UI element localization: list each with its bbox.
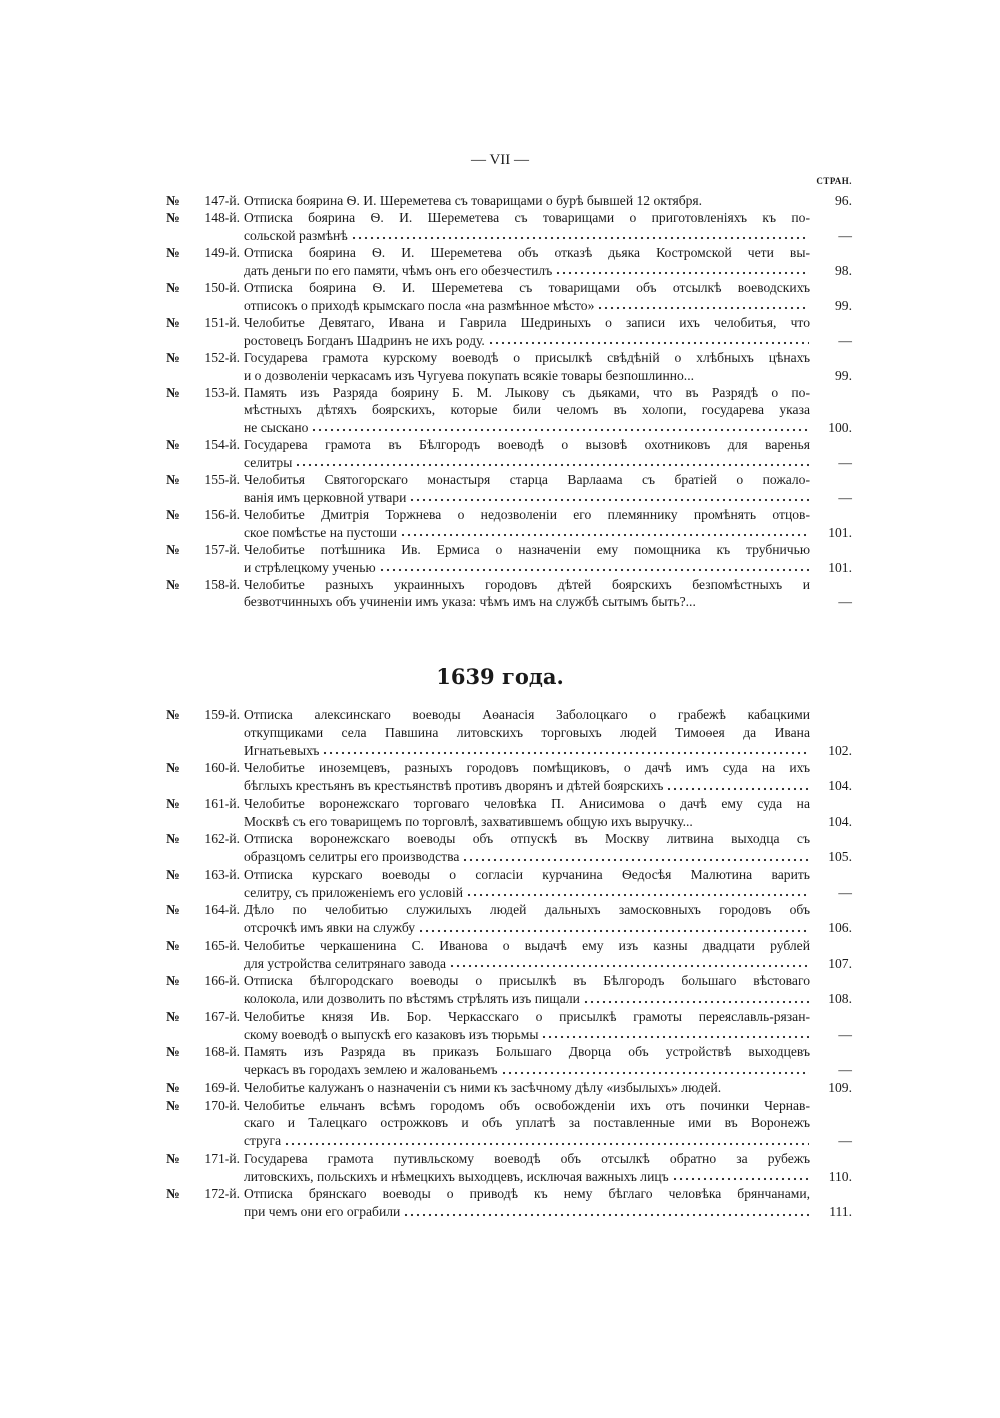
dot-leader <box>449 955 809 969</box>
entry-line: Государева грамота путивльскому воеводѣ объ отсылкѣ обратно за рубежъ <box>244 1150 810 1166</box>
entry-text: Москвѣ съ его товарищемъ по торговлѣ, захватившемъ общую ихъ выручку... <box>244 813 693 829</box>
toc-entry <box>166 901 852 937</box>
entry-line: Отписка брянскаго воеводы о приводѣ къ нему бѣглаго человѣка брянчанами, <box>244 1186 810 1202</box>
toc-entry <box>166 279 852 314</box>
entry-body <box>244 706 852 759</box>
entry-body <box>244 1185 852 1221</box>
page-reference: 104. <box>828 813 852 829</box>
number-sign: № <box>166 472 180 488</box>
entry-last-line <box>244 955 852 973</box>
entry-body <box>244 759 852 795</box>
dot-leader <box>672 1168 809 1182</box>
entry-body <box>244 937 852 973</box>
dot-leader <box>462 848 809 862</box>
entry-line: скаго и Талецкаго острожковъ и объ уплатѣ за поставленные ими въ Воронежъ <box>244 1115 810 1131</box>
dot-leader <box>311 419 809 432</box>
page-number: — VII — <box>470 152 530 168</box>
entry-body <box>244 901 852 937</box>
entry-line: Челобитье Девятаго, Ивана и Гаврила Шедриныхъ о записи ихъ челобитья, что <box>244 315 810 331</box>
entry-body <box>244 349 852 384</box>
entry-number: 148-й. <box>204 210 240 226</box>
entry-last-line <box>244 489 852 506</box>
entry-text: ванія имъ церковной утвари <box>244 489 407 505</box>
entry-number: 164-й. <box>204 902 240 918</box>
toc-entry <box>166 541 852 576</box>
entry-line: Отписка боярина Ѳ. И. Шереметева объ отказѣ дьяка Костромской чети вы- <box>244 245 810 261</box>
entry-last-line <box>244 1026 852 1044</box>
page-reference: 98. <box>835 262 852 278</box>
toc-entry <box>166 1150 852 1186</box>
page-reference: 101. <box>828 524 852 540</box>
entry-number: 150-й. <box>204 280 240 296</box>
page-reference: 102. <box>828 742 852 758</box>
entry-body <box>244 795 852 831</box>
number-sign: № <box>166 1044 180 1060</box>
entry-number: 165-й. <box>204 937 240 953</box>
entry-body <box>244 1097 852 1150</box>
entry-number: 149-й. <box>204 245 240 261</box>
dot-leader <box>403 1203 809 1217</box>
entry-text: ростовецъ Богданъ Шадринъ не ихъ роду. <box>244 332 485 348</box>
page-reference: 105. <box>828 849 852 864</box>
page-reference: 106. <box>828 920 852 935</box>
toc-entry <box>166 471 852 506</box>
entry-last-line <box>244 777 852 795</box>
dot-leader <box>322 742 809 756</box>
entry-line: Государева грамота курскому воеводѣ о присылкѣ свѣдѣній о хлѣбныхъ цѣнахъ <box>244 350 810 366</box>
entry-number: 162-й. <box>204 831 240 847</box>
entry-last-line <box>244 1132 852 1150</box>
number-sign: № <box>166 1079 180 1095</box>
number-sign: № <box>166 902 180 918</box>
page-reference: 101. <box>828 559 852 575</box>
entry-last-line <box>244 419 852 436</box>
entry-body <box>244 1150 852 1186</box>
entry-line: мѣстныхъ дѣтяхъ боярскихъ, которые били челомъ въ холопи, государева указа <box>244 402 810 418</box>
entry-last-line <box>244 1168 852 1186</box>
entry-last-line <box>244 884 852 902</box>
toc-entry <box>166 706 852 759</box>
entry-line: Челобитье ельчанъ всѣмъ городомъ объ освобожденіи ихъ отъ починки Чернав- <box>244 1097 810 1113</box>
entry-number: 152-й. <box>204 350 240 366</box>
dot-leader <box>351 227 809 240</box>
page-column-label: СТРАН. <box>816 176 852 186</box>
dot-leader <box>284 1132 809 1146</box>
entry-line: Челобитье Дмитрія Торжнева о недозволеніи его племяннику промѣнять отцов- <box>244 507 810 523</box>
number-sign: № <box>166 831 180 847</box>
entry-body <box>244 541 852 576</box>
dot-leader <box>409 489 809 502</box>
entry-last-line <box>244 593 852 610</box>
entry-line: Отписка боярина Ѳ. И. Шереметева съ товарищами о приготовленіяхъ къ по- <box>244 210 810 226</box>
contents-list-1 <box>166 192 852 611</box>
number-sign: № <box>166 507 180 523</box>
toc-entry <box>166 192 852 209</box>
dot-leader <box>541 1026 809 1040</box>
number-sign: № <box>166 315 180 331</box>
page-reference: 110. <box>828 1168 852 1184</box>
dot-leader <box>697 367 809 380</box>
number-sign: № <box>166 707 180 722</box>
entry-line: Отписка курскаго воеводы о согласіи курчанина Ѳедосѣя Малютина варить <box>244 866 810 882</box>
entry-text: не сыскано <box>244 419 309 435</box>
toc-entry <box>166 244 852 279</box>
page-reference: — <box>838 884 852 900</box>
dot-leader <box>295 454 809 467</box>
entry-text: скому воеводѣ о выпускѣ его казаковъ изъ тюрьмы <box>244 1026 539 1042</box>
entry-body <box>244 830 852 866</box>
entry-line: Челобитья Святогорскаго монастыря старца Варлаама съ братіей о пожало- <box>244 472 810 488</box>
entry-text: и стрѣлецкому ученью <box>244 559 376 575</box>
toc-entry <box>166 972 852 1008</box>
entry-body <box>244 1008 852 1044</box>
entry-text: для устройства селитрянаго завода <box>244 955 447 971</box>
entry-last-line <box>244 332 852 349</box>
entry-text: селитры <box>244 454 293 470</box>
toc-entry <box>166 1079 852 1097</box>
toc-entry <box>166 1097 852 1150</box>
page-reference: 109. <box>828 1079 852 1095</box>
page-reference: — <box>838 1026 852 1042</box>
entry-body <box>244 192 852 209</box>
entry-body <box>244 972 852 1008</box>
number-sign: № <box>166 437 180 453</box>
toc-entry <box>166 795 852 831</box>
entry-number: 166-й. <box>204 973 240 989</box>
contents-list-2 <box>166 706 852 1221</box>
dot-leader <box>501 1061 809 1075</box>
entry-last-line <box>244 367 852 384</box>
entry-body <box>244 576 852 611</box>
entry-line: Челобитье воронежскаго торговаго человѣка П. Анисимова о дачѣ ему суда на <box>244 795 810 811</box>
toc-entry <box>166 384 852 436</box>
entry-body <box>244 471 852 506</box>
entry-number: 169-й. <box>204 1079 240 1095</box>
entry-text: черкасъ въ городахъ землею и жалованьемъ <box>244 1062 498 1077</box>
entry-last-line <box>244 227 852 244</box>
page-reference: — <box>838 227 852 243</box>
entry-text: струга <box>244 1133 282 1148</box>
entry-text: безвотчинныхъ объ учиненіи имъ указа: чѣмъ имъ на службѣ сытымъ быть?... <box>244 594 696 610</box>
year-heading: 1639 года. <box>436 664 564 689</box>
entry-text: дать деньги по его памяти, чѣмъ онъ его обезчестилъ <box>244 262 553 278</box>
entry-number: 161-й. <box>204 795 240 811</box>
entry-body <box>244 314 852 349</box>
page-reference: — <box>838 489 852 505</box>
number-sign: № <box>166 245 180 261</box>
entry-text: отсрочкѣ имъ явки на службу <box>244 920 416 935</box>
toc-entry <box>166 506 852 541</box>
entry-number: 163-й. <box>204 866 240 882</box>
entry-number: 157-й. <box>204 542 240 558</box>
entry-number: 154-й. <box>204 437 240 453</box>
dot-leader <box>696 813 809 827</box>
number-sign: № <box>166 542 180 558</box>
dot-leader <box>488 332 809 345</box>
dot-leader <box>724 1079 809 1093</box>
entry-number: 156-й. <box>204 507 240 523</box>
number-sign: № <box>166 760 180 776</box>
entry-number: 159-й. <box>204 707 240 722</box>
toc-entry <box>166 937 852 973</box>
entry-last-line <box>244 848 852 866</box>
number-sign: № <box>166 973 180 989</box>
entry-line: Память изъ Разряда въ приказъ Большаго Дворца объ устройствѣ выходцевъ <box>244 1044 810 1060</box>
number-sign: № <box>166 193 180 208</box>
entry-line: Челобитье разныхъ украинныхъ городовъ дѣтей боярскихъ безпомѣстныхъ и <box>244 576 810 592</box>
entry-text: колокола, или дозволить по вѣстямъ стрѣлять изъ пищали <box>244 991 580 1006</box>
entry-number: 171-й. <box>204 1150 240 1166</box>
entry-number: 167-й. <box>204 1008 240 1024</box>
entry-body <box>244 244 852 279</box>
entry-last-line <box>244 559 852 576</box>
number-sign: № <box>166 350 180 366</box>
toc-entry <box>166 759 852 795</box>
page-reference: 100. <box>828 419 852 435</box>
entry-body <box>244 1079 852 1097</box>
entry-line: Челобитье потѣшника Ив. Ермиса о назначеніи ему помощника къ трубничью <box>244 542 810 558</box>
page-reference: — <box>838 1062 852 1077</box>
entry-last-line <box>244 454 852 471</box>
number-sign: № <box>166 384 180 400</box>
entry-body <box>244 209 852 244</box>
entry-text: Отписка боярина Ѳ. И. Шереметева съ товарищами о бурѣ бывшей 12 октября. <box>244 193 703 208</box>
page-reference: 108. <box>828 991 852 1006</box>
entry-number: 151-й. <box>204 315 240 331</box>
page-reference: 99. <box>835 367 852 383</box>
entry-text: бѣглыхъ крестьянъ въ крестьянствѣ противъ дворянъ и дѣтей боярскихъ <box>244 778 664 793</box>
entry-last-line <box>244 1203 852 1221</box>
entry-line: Государева грамота въ Бѣлгородъ воеводѣ о вызовѣ охотниковъ для варенья <box>244 437 810 453</box>
entry-body <box>244 506 852 541</box>
dot-leader <box>466 884 809 898</box>
dot-leader <box>705 192 809 205</box>
dot-leader <box>699 593 809 606</box>
toc-entry <box>166 349 852 384</box>
page-reference: — <box>838 454 852 470</box>
page-reference: 111. <box>829 1204 852 1219</box>
entry-text: селитру, съ приложеніемъ его условій <box>244 884 464 900</box>
toc-entry <box>166 830 852 866</box>
entry-last-line <box>244 813 852 831</box>
entry-text: Игнатьевыхъ <box>244 742 320 758</box>
entry-line: Отписка боярина Ѳ. И. Шереметева съ товарищами объ отсылкѣ воеводскихъ <box>244 280 810 296</box>
toc-entry <box>166 436 852 471</box>
number-sign: № <box>166 1097 180 1113</box>
number-sign: № <box>166 576 180 592</box>
entry-text: Челобитье калужанъ о назначеніи съ ними къ засѣчному дѣлу «избылыхъ» людей. <box>244 1079 722 1095</box>
entry-text: ское помѣстье на пустоши <box>244 524 397 540</box>
number-sign: № <box>166 937 180 953</box>
entry-number: 168-й. <box>204 1044 240 1060</box>
dot-leader <box>379 559 809 572</box>
entry-last-line <box>244 192 852 209</box>
number-sign: № <box>166 866 180 882</box>
page-reference: — <box>838 332 852 348</box>
entry-body <box>244 866 852 902</box>
entry-number: 147-й. <box>204 193 240 208</box>
page-reference: 107. <box>828 955 852 971</box>
entry-line: Отписка бѣлгородскаго воеводы о присылкѣ въ Бѣлгородъ большаго вѣстоваго <box>244 973 810 989</box>
dot-leader <box>597 297 809 310</box>
number-sign: № <box>166 1150 180 1166</box>
entry-text: отписокъ о приходѣ крымскаго посла «на размѣнное мѣсто» <box>244 297 595 313</box>
entry-body <box>244 279 852 314</box>
entry-line: Память изъ Разряда боярину Б. М. Лыкову съ дьяками, что въ Разрядѣ о по- <box>244 384 810 400</box>
number-sign: № <box>166 210 180 226</box>
entry-number: 160-й. <box>204 760 240 776</box>
toc-entry <box>166 1185 852 1221</box>
entry-line: Отписка воронежскаго воеводы объ отпускѣ въ Москву литвина выходца съ <box>244 831 810 847</box>
toc-entry <box>166 314 852 349</box>
entry-line: Дѣло по челобитью служилыхъ людей дальныхъ замосковныхъ городовъ объ <box>244 902 810 918</box>
toc-entry <box>166 1008 852 1044</box>
entry-number: 153-й. <box>204 384 240 400</box>
entry-last-line <box>244 1079 852 1097</box>
number-sign: № <box>166 280 180 296</box>
entry-last-line <box>244 919 852 937</box>
entry-number: 170-й. <box>204 1097 240 1113</box>
page-reference: 99. <box>835 297 852 313</box>
entry-text: при чемъ они его ограбили <box>244 1204 401 1219</box>
entry-text: образцомъ селитры его производства <box>244 849 460 864</box>
entry-text: сольской размѣнѣ <box>244 227 348 243</box>
entry-text: литовскихъ, польскихъ и нѣмецкихъ выходцевъ, исключая важныхъ лицъ <box>244 1168 669 1184</box>
toc-entry <box>166 209 852 244</box>
dot-leader <box>418 919 809 933</box>
entry-line: Отписка алексинскаго воеводы Аѳанасія Заболоцкаго о грабежѣ кабацкими <box>244 707 810 722</box>
dot-leader <box>583 990 809 1004</box>
entry-last-line <box>244 1061 852 1079</box>
entry-last-line <box>244 524 852 541</box>
toc-entry <box>166 576 852 611</box>
dot-leader <box>666 777 809 791</box>
entry-body <box>244 384 852 436</box>
number-sign: № <box>166 1186 180 1202</box>
toc-entry <box>166 1043 852 1079</box>
number-sign: № <box>166 1008 180 1024</box>
number-sign: № <box>166 795 180 811</box>
page-reference: — <box>838 1133 852 1148</box>
dot-leader <box>555 262 809 275</box>
entry-last-line <box>244 990 852 1008</box>
entry-line: Челобитье князя Ив. Бор. Черкасскаго о присылкѣ грамоты переяславль-рязан- <box>244 1008 810 1024</box>
entry-number: 158-й. <box>204 576 240 592</box>
page-reference: — <box>838 594 852 610</box>
toc-entry <box>166 866 852 902</box>
entry-body <box>244 436 852 471</box>
entry-body <box>244 1043 852 1079</box>
entry-number: 155-й. <box>204 472 240 488</box>
entry-text: и о дозволеніи черкасамъ изъ Чугуева покупать всякіе товары безпошлинно... <box>244 367 694 383</box>
dot-leader <box>400 524 809 537</box>
entry-line: Челобитье иноземцевъ, разныхъ городовъ помѣщиковъ, о дачѣ имъ суда на ихъ <box>244 760 810 776</box>
page-reference: 96. <box>835 193 852 208</box>
page-reference: 104. <box>828 778 852 793</box>
entry-line: откупщиками села Павшина литовскихъ торговыхъ людей Тимоѳея да Ивана <box>244 724 810 740</box>
entry-line: Челобитье черкашенина С. Иванова о выдачѣ ему изъ казны двадцати рублей <box>244 937 810 953</box>
entry-number: 172-й. <box>204 1186 240 1202</box>
entry-last-line <box>244 262 852 279</box>
entry-last-line <box>244 297 852 314</box>
entry-last-line <box>244 742 852 760</box>
